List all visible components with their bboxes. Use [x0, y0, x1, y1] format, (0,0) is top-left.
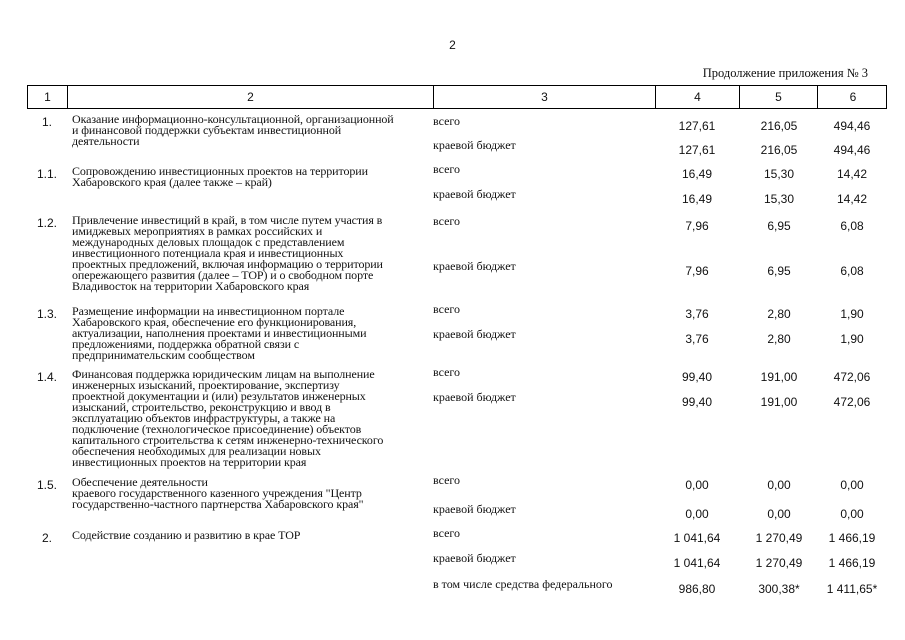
- funding-source: краевой бюджет: [433, 551, 516, 565]
- header-col-3: 3: [434, 86, 656, 108]
- description-line: международных деловых площадок с представлением: [72, 235, 345, 249]
- value-v5: 1 270,49: [755, 556, 803, 570]
- header-col-1: 1: [28, 86, 68, 108]
- description-line: Хабаровского края, обеспечение его функционирования,: [72, 315, 357, 329]
- description-line: Обеспечение деятельности: [72, 475, 208, 489]
- value-v6: 494,46: [833, 119, 871, 133]
- value-v6: 472,06: [833, 370, 871, 384]
- header-col-2: 2: [68, 86, 434, 108]
- header-col-4: 4: [656, 86, 740, 108]
- value-v6: 6,08: [840, 264, 864, 278]
- value-v4: 16,49: [681, 167, 713, 181]
- value-v4: 3,76: [685, 307, 709, 321]
- description-line: эксплуатацию объектов инфраструктуры, а также на: [72, 411, 336, 425]
- value-v5: 216,05: [760, 119, 798, 133]
- description-line: деятельности: [72, 134, 140, 148]
- description-line: инвестиционного потенциала края и инвестиционных: [72, 246, 344, 260]
- description-line: Финансовая поддержка юридическим лицам на выполнение: [72, 367, 375, 381]
- description-line: имиджевых мероприятиях в рамках российских и: [72, 224, 323, 238]
- value-v5: 2,80: [767, 307, 791, 321]
- header-col-5: 5: [740, 86, 818, 108]
- description-line: обеспечения необходимых для реализации новых: [72, 444, 321, 458]
- value-v4: 127,61: [678, 119, 716, 133]
- value-v4: 3,76: [685, 332, 709, 346]
- value-v6: 0,00: [840, 507, 864, 521]
- value-v4: 127,61: [678, 143, 716, 157]
- description-line: Хабаровского края (далее также – край): [72, 175, 272, 189]
- description-line: подключение (технологическое присоединение) объектов: [72, 422, 362, 436]
- value-v4: 7,96: [685, 219, 709, 233]
- value-v6: 6,08: [840, 219, 864, 233]
- funding-source: в том числе средства федерального: [433, 577, 613, 591]
- row-description: [72, 166, 432, 188]
- value-v4: 1 041,64: [673, 556, 721, 570]
- value-v4: 1 041,64: [673, 531, 721, 545]
- value-v5: 15,30: [763, 167, 795, 181]
- value-v5: 6,95: [767, 264, 791, 278]
- row-description: [72, 306, 432, 361]
- description-line: Привлечение инвестиций в край, в том числе путем участия в: [72, 213, 383, 227]
- description-line: актуализации, наполнения проектами и инвестиционными: [72, 326, 367, 340]
- funding-source: краевой бюджет: [433, 259, 516, 273]
- value-v6: 0,00: [840, 478, 864, 492]
- funding-source: краевой бюджет: [433, 138, 516, 152]
- description-line: проектной документации и (или) результатов инженерных: [72, 389, 366, 403]
- header-col-6: 6: [849, 90, 857, 104]
- description-line: Содействие созданию и развитию в крае ТОР: [72, 528, 301, 542]
- funding-source: краевой бюджет: [433, 502, 516, 516]
- description-line: Сопровождению инвестиционных проектов на территории: [72, 164, 368, 178]
- description-line: капитального строительства к сетям инженерно-технического: [72, 433, 384, 447]
- funding-source: краевой бюджет: [433, 187, 516, 201]
- value-v4: 0,00: [685, 507, 709, 521]
- row-description: [72, 477, 432, 510]
- value-v6: 14,42: [836, 167, 868, 181]
- value-v5: 1 270,49: [755, 531, 803, 545]
- description-line: и финансовой поддержки субъектам инвестиционной: [72, 123, 342, 137]
- description-line: Размещение информации на инвестиционном портале: [72, 304, 345, 318]
- value-v6: 472,06: [833, 395, 871, 409]
- value-v5: 0,00: [767, 507, 791, 521]
- value-v5: 191,00: [760, 370, 798, 384]
- value-v6: 1 411,65*: [826, 582, 878, 596]
- page-number: 2: [449, 38, 456, 52]
- table-header: [27, 85, 887, 109]
- description-line: Владивосток на территории Хабаровского края: [72, 279, 310, 293]
- value-v5: 6,95: [767, 219, 791, 233]
- funding-source: всего: [433, 526, 461, 540]
- value-v4: 0,00: [685, 478, 709, 492]
- value-v4: 7,96: [685, 264, 709, 278]
- funding-source: всего: [433, 302, 461, 316]
- description-line: проектных предложений, включая информацию о территории: [72, 257, 383, 271]
- row-description: [72, 114, 432, 147]
- funding-source: всего: [433, 114, 461, 128]
- value-v6: 1 466,19: [828, 556, 876, 570]
- value-v5: 191,00: [760, 395, 798, 409]
- row-description: [72, 215, 432, 292]
- value-v6: 1 466,19: [828, 531, 876, 545]
- funding-source: краевой бюджет: [433, 390, 516, 404]
- description-line: опережающего развития (далее – ТОР) и о свободном порте: [72, 268, 374, 282]
- row-number: 1.1.: [36, 167, 57, 181]
- value-v6: 14,42: [836, 192, 868, 206]
- description-line: предложениями, поддержка обратной связи с: [72, 337, 300, 351]
- funding-source: всего: [433, 365, 461, 379]
- appendix-note: Продолжение приложения № 3: [702, 66, 868, 80]
- row-number: 1.5.: [36, 478, 57, 492]
- value-v6: 494,46: [833, 143, 871, 157]
- funding-source: краевой бюджет: [433, 327, 516, 341]
- value-v5: 300,38*: [758, 582, 800, 596]
- value-v4: 986,80: [678, 582, 716, 596]
- row-description: [72, 530, 432, 541]
- value-v5: 0,00: [767, 478, 791, 492]
- value-v5: 216,05: [760, 143, 798, 157]
- row-number: 1.4.: [36, 370, 57, 384]
- description-line: краевого государственного казенного учреждения "Центр: [72, 486, 362, 500]
- row-number: 2.: [41, 531, 52, 545]
- value-v4: 99,40: [681, 370, 713, 384]
- row-description: [72, 369, 432, 468]
- funding-source: всего: [433, 214, 461, 228]
- row-number: 1.2.: [36, 216, 57, 230]
- value-v6: 1,90: [840, 307, 864, 321]
- funding-source: всего: [433, 162, 461, 176]
- value-v5: 15,30: [763, 192, 795, 206]
- row-number: 1.3.: [36, 307, 57, 321]
- value-v4: 16,49: [681, 192, 713, 206]
- description-line: предпринимательским сообществом: [72, 348, 255, 362]
- value-v6: 1,90: [840, 332, 864, 346]
- description-line: государственно-частного партнерства Хабаровского края": [72, 497, 364, 511]
- description-line: инженерных изысканий, проектирование, экспертизу: [72, 378, 340, 392]
- funding-source: всего: [433, 473, 461, 487]
- row-number: 1.: [41, 115, 52, 129]
- description-line: изысканий, строительство, реконструкцию и ввод в: [72, 400, 331, 414]
- description-line: инвестиционных проектов на территории края: [72, 455, 307, 469]
- description-line: Оказание информационно-консультационной, организационной: [72, 112, 394, 126]
- value-v5: 2,80: [767, 332, 791, 346]
- value-v4: 99,40: [681, 395, 713, 409]
